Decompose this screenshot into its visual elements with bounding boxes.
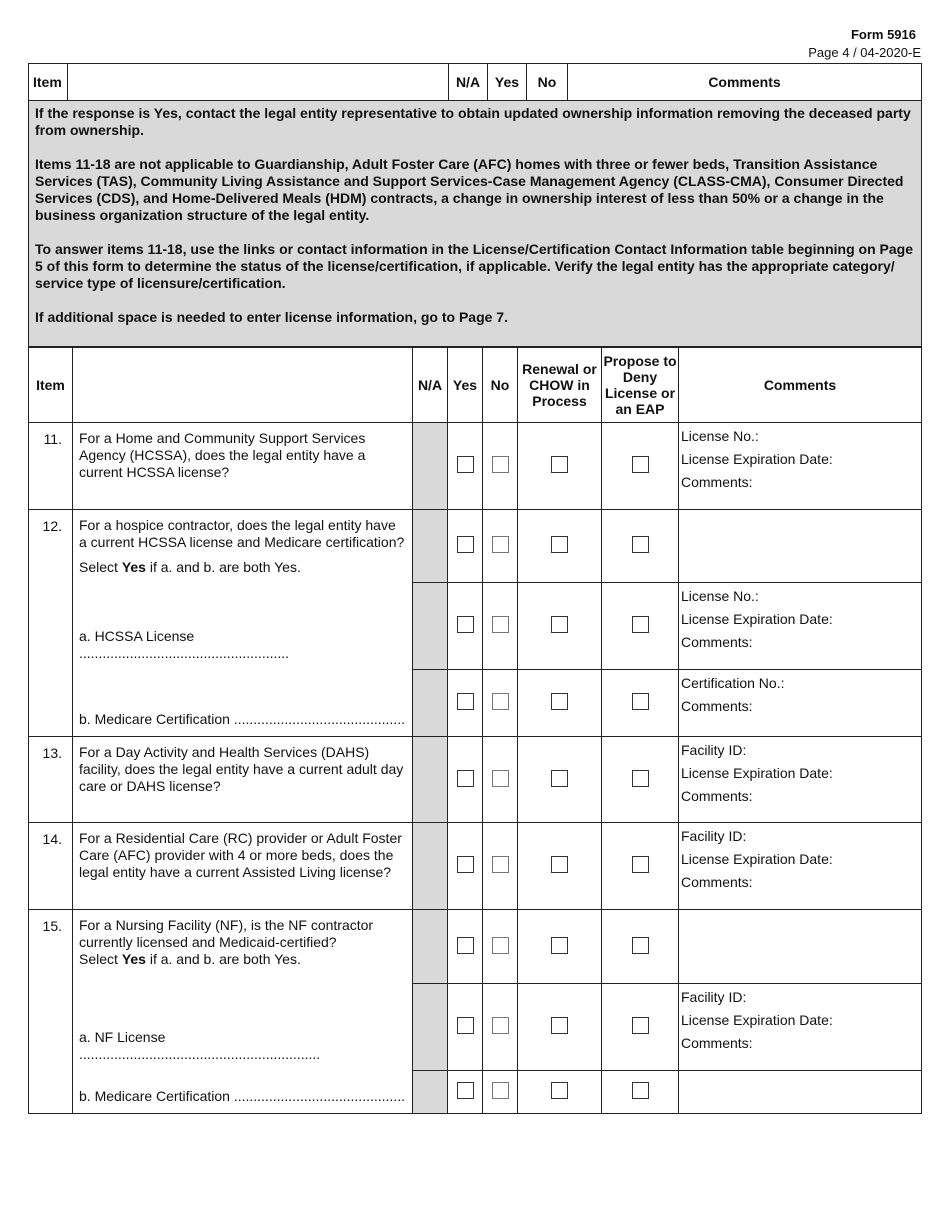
question-text: For a Nursing Facility (NF), is the NF contractor currently licensed and Medicaid-certified? <box>79 917 374 950</box>
item-question <box>73 737 413 823</box>
no-checkbox[interactable] <box>492 616 509 633</box>
propose-checkbox[interactable] <box>632 693 649 710</box>
item-question <box>73 823 413 910</box>
propose-cell <box>602 670 679 737</box>
comments-cell[interactable] <box>679 1071 922 1114</box>
question-text: a. NF License .............................................................. <box>79 1029 321 1062</box>
table-row <box>29 737 922 823</box>
table-row <box>29 583 922 670</box>
propose-cell <box>602 737 679 823</box>
yes-checkbox[interactable] <box>457 770 474 787</box>
table-row <box>29 910 922 984</box>
comment-field-label: Comments: <box>681 874 753 890</box>
comments-cell[interactable] <box>679 984 922 1071</box>
renewal-checkbox[interactable] <box>551 616 568 633</box>
comment-field-label: License No.: <box>681 588 759 604</box>
item-number: 13. <box>29 737 73 823</box>
header-na: N/A <box>413 348 448 423</box>
renewal-cell <box>518 737 602 823</box>
question-text: a. HCSSA License ...................................................... <box>79 628 290 661</box>
question-text: For a Home and Community Support Services Agency (HCSSA), does the legal entity have a current HCSSA license? <box>79 430 366 480</box>
propose-checkbox[interactable] <box>632 456 649 473</box>
yes-cell <box>448 737 483 823</box>
question-text: b. Medicare Certification ............................................ <box>79 1088 405 1104</box>
yes-cell <box>448 910 483 984</box>
item-number <box>29 984 73 1071</box>
comment-field-label: Comments: <box>681 788 753 804</box>
na-cell <box>413 670 448 737</box>
propose-cell <box>602 823 679 910</box>
yes-checkbox[interactable] <box>457 616 474 633</box>
comments-cell[interactable] <box>679 583 922 670</box>
comments-cell[interactable] <box>679 823 922 910</box>
renewal-checkbox[interactable] <box>551 536 568 553</box>
question-text: For a Residential Care (RC) provider or Adult Foster Care (AFC) provider with 4 or more beds, does the legal entity have a current Assisted Living license? <box>79 830 402 880</box>
renewal-checkbox[interactable] <box>551 456 568 473</box>
yes-cell <box>448 823 483 910</box>
na-cell <box>413 423 448 510</box>
yes-cell <box>448 583 483 670</box>
comments-cell[interactable] <box>679 670 922 737</box>
header-blank <box>68 64 449 101</box>
no-cell <box>483 737 518 823</box>
no-cell <box>483 910 518 984</box>
yes-checkbox[interactable] <box>457 1017 474 1034</box>
note-note-bold: Yes <box>121 559 146 575</box>
na-cell <box>413 1071 448 1114</box>
na-cell <box>413 737 448 823</box>
propose-cell <box>602 1071 679 1114</box>
item-number <box>29 1071 73 1114</box>
header-item: Item <box>29 348 73 423</box>
renewal-cell <box>518 823 602 910</box>
yes-cell <box>448 670 483 737</box>
item-number <box>29 583 73 670</box>
header-item: Item <box>29 64 68 101</box>
no-checkbox[interactable] <box>492 1082 509 1099</box>
propose-checkbox[interactable] <box>632 536 649 553</box>
license-table <box>28 347 922 1114</box>
propose-cell <box>602 583 679 670</box>
propose-cell <box>602 910 679 984</box>
yes-checkbox[interactable] <box>457 1082 474 1099</box>
note-note-post: if a. and b. are both Yes. <box>145 951 301 967</box>
item-question <box>73 583 413 670</box>
table-row <box>29 670 922 737</box>
question-text: For a hospice contractor, does the legal entity have a current HCSSA license and Medicare certification? <box>79 517 405 550</box>
question-text: For a Day Activity and Health Services (DAHS) facility, does the legal entity have a current adult day care or DAHS license? <box>79 744 404 794</box>
propose-cell <box>602 510 679 583</box>
renewal-checkbox[interactable] <box>551 937 568 954</box>
yes-checkbox[interactable] <box>457 536 474 553</box>
header-question <box>73 348 413 423</box>
form-number: Form 5916 <box>850 27 916 42</box>
comment-field-label: Facility ID: <box>681 742 747 758</box>
renewal-checkbox[interactable] <box>551 1017 568 1034</box>
no-checkbox[interactable] <box>492 536 509 553</box>
item-question <box>73 423 413 510</box>
no-checkbox[interactable] <box>492 856 509 873</box>
header-yes: Yes <box>488 64 527 101</box>
instruction-text: If the response is Yes, contact the legal entity representative to obtain updated ownership information removing the deceased party from ownership. <box>35 105 911 138</box>
question-note <box>79 951 406 968</box>
top-table <box>28 63 922 347</box>
renewal-cell <box>518 984 602 1071</box>
table-row <box>29 823 922 910</box>
renewal-cell <box>518 670 602 737</box>
propose-checkbox[interactable] <box>632 770 649 787</box>
header-comments: Comments <box>568 64 922 101</box>
header-yes: Yes <box>448 348 483 423</box>
instruction-text: To answer items 11-18, use the links or contact information in the License/Certification Contact Information table beginning on Page 5 of this form to determine the status of the license/certification, if applicable. Verify the legal entity has the appropriate category/ service type of licensure/certification. <box>35 241 913 291</box>
note-note-post: if a. and b. are both Yes. <box>145 559 301 575</box>
renewal-checkbox[interactable] <box>551 856 568 873</box>
propose-checkbox[interactable] <box>632 1017 649 1034</box>
table-row <box>29 984 922 1071</box>
page-number: Page 4 / 04-2020-E <box>808 45 921 60</box>
item-question <box>73 984 413 1071</box>
renewal-checkbox[interactable] <box>551 693 568 710</box>
na-cell <box>413 510 448 583</box>
item-number: 12. <box>29 510 73 583</box>
comment-field-label: License Expiration Date: <box>681 451 833 467</box>
yes-cell <box>448 984 483 1071</box>
renewal-cell <box>518 423 602 510</box>
renewal-cell <box>518 583 602 670</box>
header-propose: Propose to Deny License or an EAP <box>602 348 679 423</box>
no-cell <box>483 670 518 737</box>
comment-field-label: License Expiration Date: <box>681 765 833 781</box>
item-question <box>73 910 413 984</box>
comment-field-label: Comments: <box>681 698 753 714</box>
comment-field-label: License Expiration Date: <box>681 1012 833 1028</box>
instructions-box <box>29 101 922 347</box>
no-checkbox[interactable] <box>492 456 509 473</box>
yes-cell <box>448 1071 483 1114</box>
no-checkbox[interactable] <box>492 1017 509 1034</box>
comment-field-label: Comments: <box>681 1035 753 1051</box>
header-renewal: Renewal or CHOW in Process <box>518 348 602 423</box>
comments-cell[interactable] <box>679 910 922 984</box>
question-text: b. Medicare Certification ............................................ <box>79 711 405 727</box>
na-cell <box>413 823 448 910</box>
propose-checkbox[interactable] <box>632 856 649 873</box>
propose-cell <box>602 423 679 510</box>
item-number: 15. <box>29 910 73 984</box>
comment-field-label: License Expiration Date: <box>681 851 833 867</box>
no-checkbox[interactable] <box>492 937 509 954</box>
note-note-pre: Select <box>79 559 122 575</box>
header-comments: Comments <box>679 348 922 423</box>
header-no: No <box>527 64 568 101</box>
yes-cell <box>448 510 483 583</box>
header-no: No <box>483 348 518 423</box>
note-note-pre: Select <box>79 951 122 967</box>
item-question <box>73 1071 413 1114</box>
no-checkbox[interactable] <box>492 770 509 787</box>
item-number <box>29 670 73 737</box>
comments-cell[interactable] <box>679 510 922 583</box>
comment-field-label: License Expiration Date: <box>681 611 833 627</box>
renewal-cell <box>518 510 602 583</box>
table-row <box>29 1071 922 1114</box>
instruction-text: Items 11-18 are not applicable to Guardianship, Adult Foster Care (AFC) homes with three or fewer beds, Transition Assistance Services (TAS), Community Living Assistance and Support Services-Case Management Agency (CLASS-CMA), Consumer Directed Services (CDS), and Home-Delivered Meals (HDM) contracts, a change in ownership interest of less than 50% or a change in the business organization structure of the legal entity. <box>35 156 904 223</box>
comment-field-label: License No.: <box>681 428 759 444</box>
na-cell <box>413 984 448 1071</box>
question-note <box>79 559 406 576</box>
renewal-checkbox[interactable] <box>551 1082 568 1099</box>
propose-checkbox[interactable] <box>632 937 649 954</box>
item-number: 11. <box>29 423 73 510</box>
yes-checkbox[interactable] <box>457 856 474 873</box>
comments-cell[interactable] <box>679 423 922 510</box>
comment-field-label: Facility ID: <box>681 828 747 844</box>
na-cell <box>413 583 448 670</box>
table-row <box>29 510 922 583</box>
no-cell <box>483 823 518 910</box>
comments-cell[interactable] <box>679 737 922 823</box>
yes-cell <box>448 423 483 510</box>
item-question <box>73 510 413 583</box>
no-cell <box>483 583 518 670</box>
no-checkbox[interactable] <box>492 693 509 710</box>
no-cell <box>483 423 518 510</box>
yes-checkbox[interactable] <box>457 937 474 954</box>
note-note-bold: Yes <box>121 951 146 967</box>
propose-checkbox[interactable] <box>632 1082 649 1099</box>
comment-field-label: Certification No.: <box>681 675 785 691</box>
renewal-checkbox[interactable] <box>551 770 568 787</box>
yes-checkbox[interactable] <box>457 693 474 710</box>
renewal-cell <box>518 1071 602 1114</box>
no-cell <box>483 1071 518 1114</box>
comment-field-label: Comments: <box>681 474 753 490</box>
renewal-cell <box>518 910 602 984</box>
propose-checkbox[interactable] <box>632 616 649 633</box>
no-cell <box>483 510 518 583</box>
item-number: 14. <box>29 823 73 910</box>
item-question <box>73 670 413 737</box>
yes-checkbox[interactable] <box>457 456 474 473</box>
comment-field-label: Facility ID: <box>681 989 747 1005</box>
na-cell <box>413 910 448 984</box>
table-row <box>29 423 922 510</box>
comment-field-label: Comments: <box>681 634 753 650</box>
header-na: N/A <box>449 64 488 101</box>
instruction-text: If additional space is needed to enter license information, go to Page 7. <box>35 309 508 325</box>
propose-cell <box>602 984 679 1071</box>
no-cell <box>483 984 518 1071</box>
